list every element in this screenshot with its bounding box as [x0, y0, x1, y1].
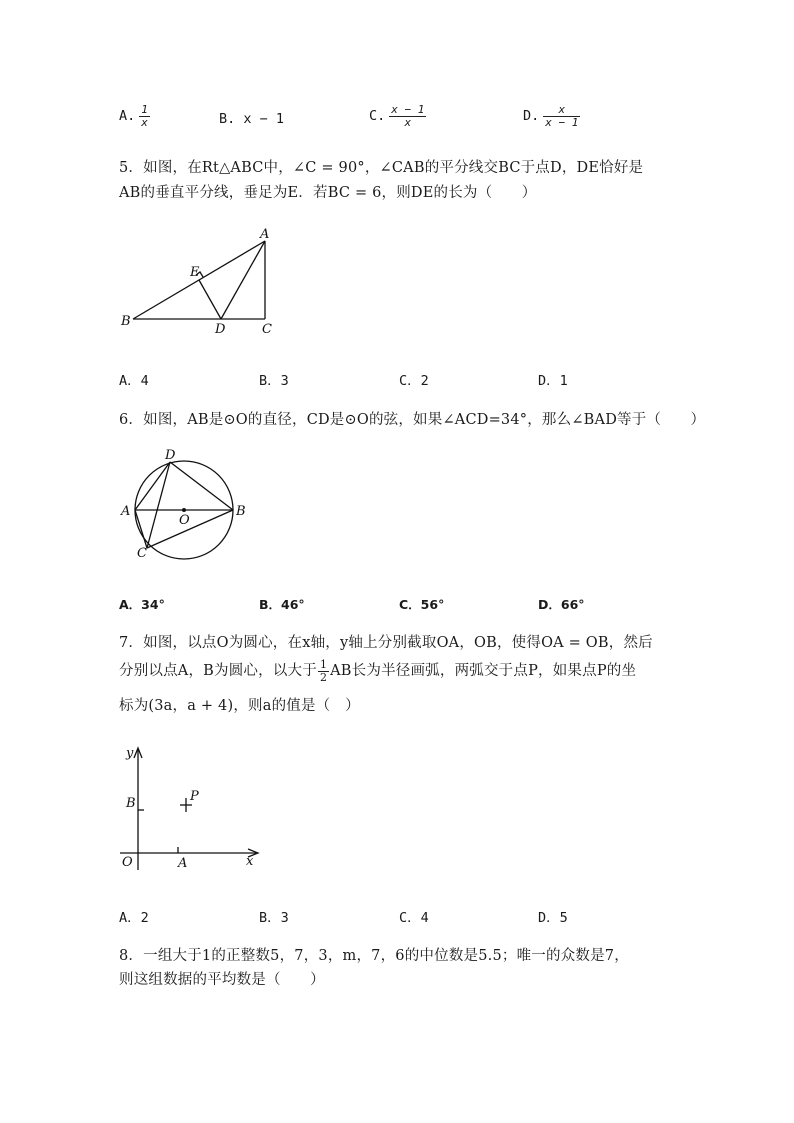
q6-circle-figure — [110, 440, 260, 565]
q6-text-line-1: 6．如图，AB是⊙O的直径，CD是⊙O的弦，如果∠ACD=34°，那么∠BAD等于（ ） — [119, 412, 706, 428]
q7-label-b: B — [126, 796, 136, 811]
q8-text-line-2: 则这组数据的平均数是（ ） — [119, 972, 325, 988]
q7-text-line-2: 分别以点A，B为圆心，以大于 $\frac{1}{2}$ AB长为半径画弧，两弧交于点P，如果点P的坐 — [119, 658, 637, 684]
q6-label-c: C — [137, 546, 147, 561]
q8-text-line-1: 8．一组大于1的正整数5，7，3，m，7，6的中位数是5.5；唯一的众数是7， — [119, 948, 629, 964]
q5-text-line-2: AB的垂直平分线，垂足为E．若BC = 6，则DE的长为（ ） — [119, 185, 537, 201]
q7-axes-figure — [110, 740, 270, 875]
q5-option-a: A．4 — [119, 373, 149, 389]
q7-text-line-1: 7．如图，以点O为圆心，在x轴，y轴上分别截取OA，OB，使得OA = OB，然后 — [119, 635, 653, 651]
q5-label-b: B — [121, 314, 131, 329]
q4-option-b: B. x − 1 — [219, 111, 285, 127]
q4-option-d-fraction: $\frac{x}{x - 1}$ — [545, 103, 579, 129]
q5-option-d: D．1 — [538, 373, 568, 389]
q5-option-b: B．3 — [259, 373, 289, 389]
q4-option-c-fraction: $\frac{x - 1}{x}$ — [391, 103, 425, 129]
q7-option-a: A．2 — [119, 910, 149, 926]
q4-option-d: D. $\frac{x}{x - 1}$ — [523, 103, 579, 129]
q5-triangle-figure — [110, 220, 290, 340]
q4-option-a-fraction: $\frac{1}{x}$ — [141, 103, 148, 129]
q5-text-line-1: 5．如图，在Rt△ABC中，∠C = 90°，∠CAB的平分线交BC于点D，DE恰好是 — [119, 160, 644, 176]
q6-option-c: C．56° — [399, 597, 445, 612]
q6-option-d: D．66° — [538, 597, 585, 612]
q7-label-p: P — [190, 789, 199, 804]
q5-label-c: C — [262, 322, 272, 337]
q7-label-a: A — [178, 856, 188, 871]
q7-option-d: D．5 — [538, 910, 568, 926]
q4-option-c: C. $\frac{x - 1}{x}$ — [369, 103, 425, 129]
q6-option-a: A．34° — [119, 597, 165, 612]
q5-label-a: A — [260, 227, 270, 242]
q5-label-d: D — [215, 322, 226, 337]
q7-label-y: y — [126, 746, 134, 761]
q7-label-o: O — [122, 855, 133, 870]
q7-text-line-3: 标为(3a，a + 4)，则a的值是（ ） — [119, 698, 360, 714]
q6-label-b: B — [236, 504, 246, 519]
q7-option-c: C．4 — [399, 910, 429, 926]
q6-label-o: O — [179, 513, 190, 528]
q5-label-e: E — [190, 265, 200, 280]
q6-option-b: B．46° — [259, 597, 305, 612]
q5-option-c: C．2 — [399, 373, 429, 389]
q7-half-fraction: $\frac{1}{2}$ — [319, 658, 328, 684]
q4-option-a: A. $\frac{1}{x}$ — [119, 103, 148, 129]
q6-label-d: D — [165, 448, 176, 463]
q7-label-x: x — [246, 854, 254, 869]
q6-label-a: A — [121, 504, 131, 519]
q7-option-b: B．3 — [259, 910, 289, 926]
